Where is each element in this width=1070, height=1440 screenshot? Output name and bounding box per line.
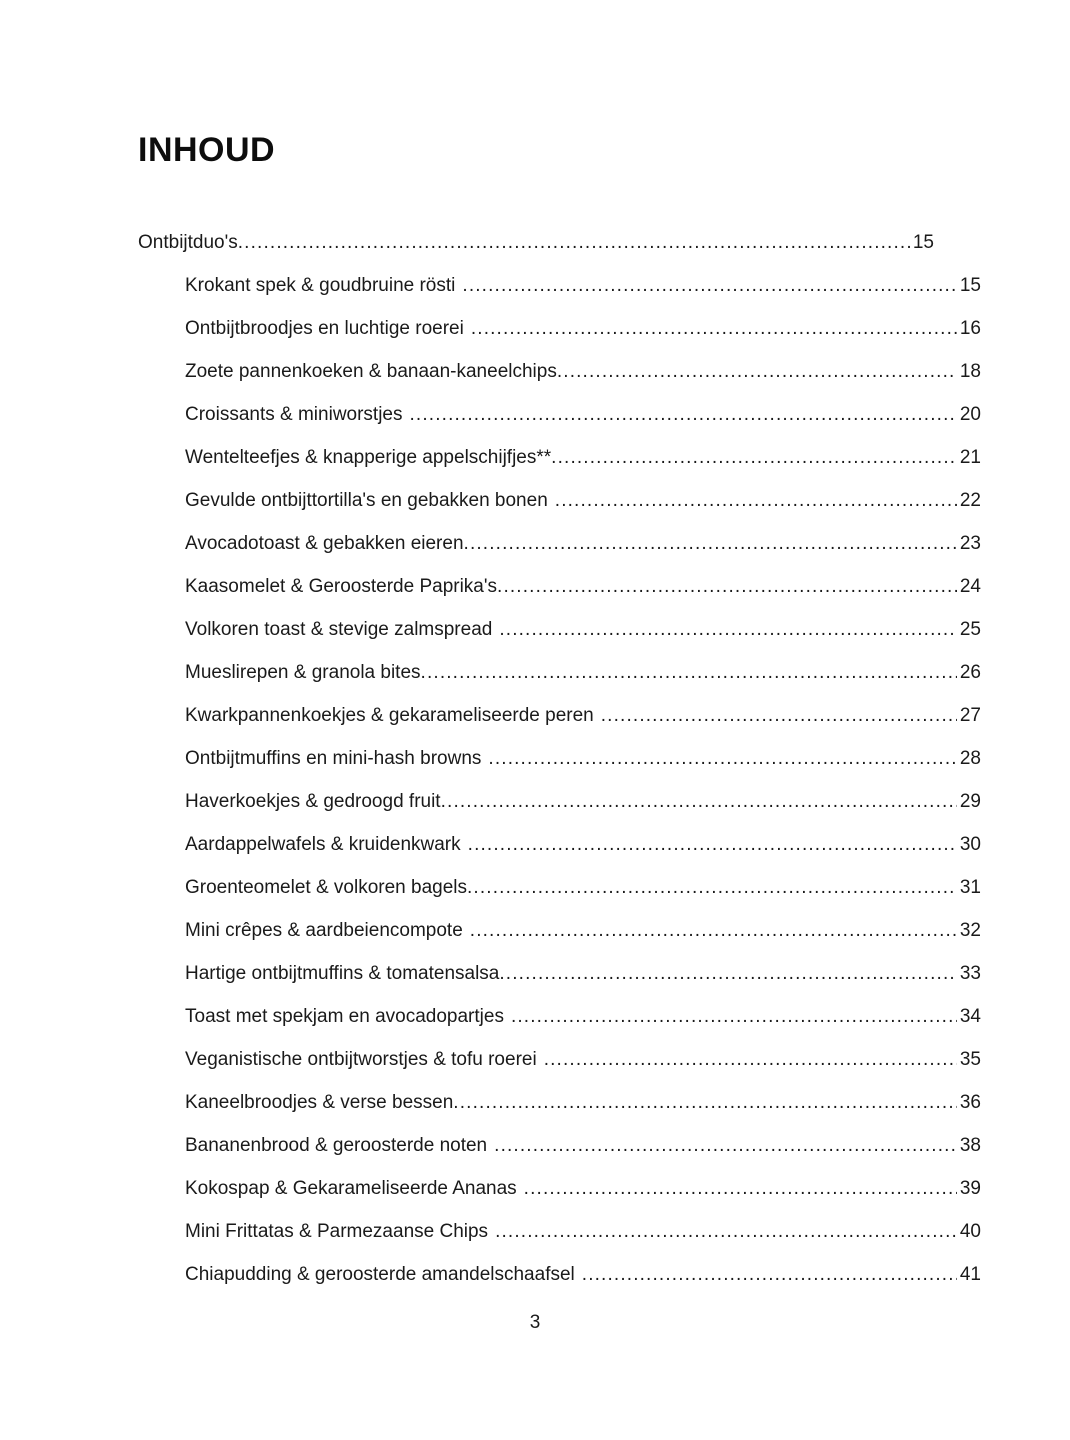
toc-entry-page-number: 34 [959,1006,981,1027]
toc-dot-leader [470,920,957,942]
toc-entry-page-number: 16 [959,318,981,339]
toc-entry-page-number: 24 [959,576,981,597]
toc-entry-page-number: 15 [959,275,981,296]
toc-entry[interactable] [138,1092,981,1135]
toc-dot-leader [467,877,957,899]
toc-entry-label: Mini crêpes & aardbeiencompote [185,920,463,941]
toc-entry[interactable] [138,1178,981,1221]
toc-entry-label: Veganistische ontbijtworstjes & tofu roerei [185,1049,537,1070]
toc-entry[interactable] [138,1221,981,1264]
toc-entry-page-number: 26 [959,662,981,683]
toc-dot-leader [497,576,957,598]
toc-entry-label: Mini Frittatas & Parmezaanse Chips [185,1221,489,1242]
toc-entry-page-number: 41 [959,1264,981,1285]
toc-dot-leader [494,1135,957,1157]
toc-entry-label: Kaasomelet & Geroosterde Paprika's [185,576,498,597]
toc-entry-page-number: 20 [959,404,981,425]
toc-entry-page-number: 15 [912,232,934,253]
toc-entry[interactable] [138,490,981,533]
toc-dot-leader [464,533,957,555]
toc-entry[interactable] [138,1264,981,1307]
toc-dot-leader [524,1178,957,1200]
toc-dot-leader [441,791,957,813]
toc-dot-leader [495,1221,957,1243]
toc-entry[interactable] [138,748,981,791]
toc-entry[interactable] [138,834,981,877]
toc-dot-leader [453,1092,957,1114]
toc-entry[interactable] [138,1049,981,1092]
toc-dot-leader [557,361,957,383]
page-number: 3 [529,1312,541,1333]
toc-entry-page-number: 23 [959,533,981,554]
toc-dot-leader [511,1006,957,1028]
toc-entry[interactable] [138,1135,981,1178]
toc-entry[interactable] [138,705,981,748]
toc-dot-leader [499,963,957,985]
toc-entry[interactable] [138,447,981,490]
toc-dot-leader [499,619,957,641]
toc-entry-label: Ontbijtduo's [138,232,238,253]
toc-dot-leader [410,404,958,426]
toc-entry-page-number: 28 [959,748,981,769]
toc-entry-page-number: 21 [959,447,981,468]
toc-entry-label: Krokant spek & goudbruine rösti [185,275,456,296]
toc-entry[interactable] [138,361,981,404]
toc-dot-leader [601,705,957,727]
table-of-contents [138,232,981,1307]
toc-entry[interactable] [138,232,934,275]
toc-entry[interactable] [138,1006,981,1049]
toc-entry-page-number: 33 [959,963,981,984]
toc-entry-label: Toast met spekjam en avocadopartjes [185,1006,504,1027]
toc-entry-page-number: 40 [959,1221,981,1242]
toc-entry-label: Volkoren toast & stevige zalmspread [185,619,493,640]
toc-entry-label: Haverkoekjes & gedroogd fruit [185,791,441,812]
toc-entry-label: Kaneelbroodjes & verse bessen [185,1092,454,1113]
toc-entry-page-number: 22 [959,490,981,511]
toc-entry[interactable] [138,404,981,447]
toc-entry[interactable] [138,619,981,662]
toc-entry-label: Chiapudding & geroosterde amandelschaafsel [185,1264,575,1285]
toc-entry[interactable] [138,877,981,920]
toc-dot-leader [582,1264,957,1286]
toc-entry-label: Kwarkpannenkoekjes & gekarameliseerde peren [185,705,594,726]
toc-dot-leader [488,748,957,770]
toc-dot-leader [551,447,957,469]
toc-entry-label: Wentelteefjes & knapperige appelschijfjes** [185,447,552,468]
toc-entry-label: Croissants & miniworstjes [185,404,403,425]
toc-dot-leader [421,662,957,684]
toc-entry[interactable] [138,662,981,705]
toc-dot-leader [238,232,910,254]
toc-entry-page-number: 38 [959,1135,981,1156]
toc-entry-page-number: 36 [959,1092,981,1113]
toc-entry-page-number: 29 [959,791,981,812]
toc-entry-page-number: 25 [959,619,981,640]
toc-entry-page-number: 35 [959,1049,981,1070]
toc-entry-page-number: 18 [959,361,981,382]
toc-entry[interactable] [138,318,981,361]
toc-entry[interactable] [138,275,981,318]
toc-entry[interactable] [138,920,981,963]
toc-dot-leader [462,275,957,297]
toc-entry-label: Avocadotoast & gebakken eieren [185,533,464,554]
toc-dot-leader [555,490,957,512]
toc-entry-label: Groenteomelet & volkoren bagels [185,877,467,898]
toc-entry-label: Gevulde ontbijttortilla's en gebakken bonen [185,490,548,511]
toc-entry-label: Mueslirepen & granola bites [185,662,421,683]
toc-entry[interactable] [138,533,981,576]
toc-entry-label: Kokospap & Gekarameliseerde Ananas [185,1178,517,1199]
toc-dot-leader [544,1049,957,1071]
toc-entry-label: Ontbijtbroodjes en luchtige roerei [185,318,464,339]
toc-entry-page-number: 39 [959,1178,981,1199]
toc-entry-label: Ontbijtmuffins en mini-hash browns [185,748,482,769]
toc-entry[interactable] [138,576,981,619]
toc-entry[interactable] [138,791,981,834]
toc-entry-label: Hartige ontbijtmuffins & tomatensalsa [185,963,500,984]
toc-entry[interactable] [138,963,981,1006]
page-title: INHOUD [138,131,276,169]
toc-entry-page-number: 30 [959,834,981,855]
toc-dot-leader [468,834,957,856]
toc-entry-page-number: 31 [959,877,981,898]
toc-entry-page-number: 32 [959,920,981,941]
toc-entry-label: Aardappelwafels & kruidenkwark [185,834,461,855]
toc-entry-label: Bananenbrood & geroosterde noten [185,1135,488,1156]
toc-dot-leader [471,318,957,340]
toc-entry-label: Zoete pannenkoeken & banaan-kaneelchips [185,361,557,382]
toc-entry-page-number: 27 [959,705,981,726]
